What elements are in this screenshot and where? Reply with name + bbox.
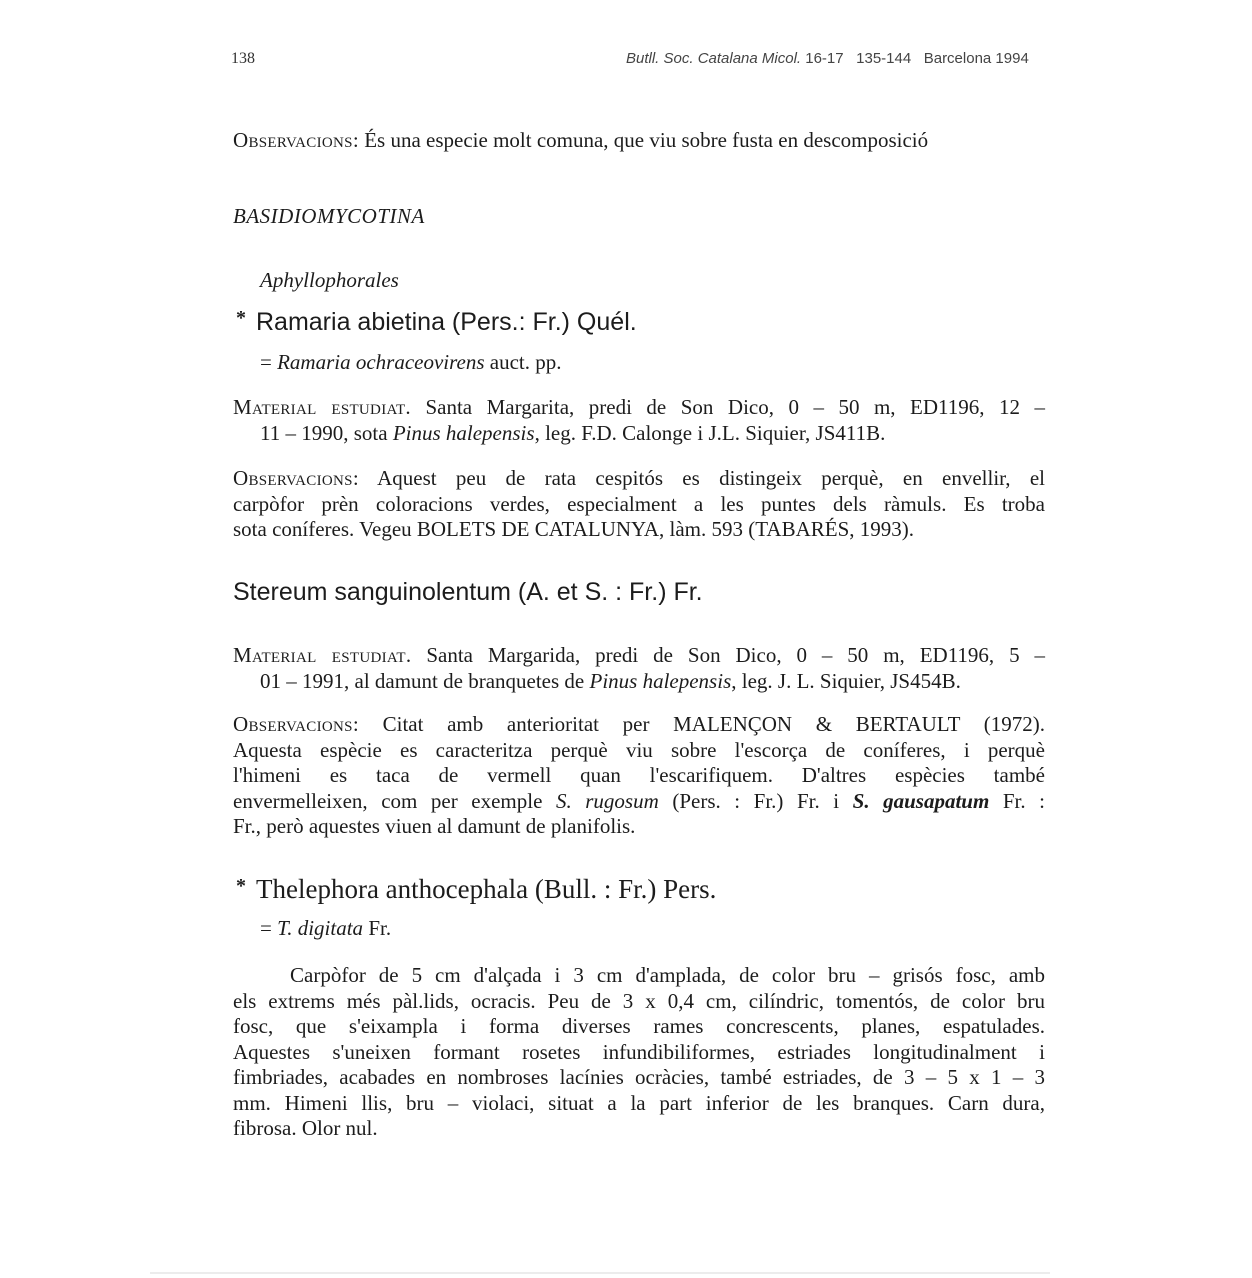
description-paragraph xyxy=(233,963,1045,1142)
observation-paragraph xyxy=(233,466,1045,543)
taxon-heading-ramaria xyxy=(236,307,637,337)
species-name: S. gausapatum xyxy=(852,788,990,813)
material-label: Material estudiat. xyxy=(233,643,412,667)
material-line xyxy=(233,421,1045,447)
taxon-name: Thelephora anthocephala (Bull. : Fr.) Pers. xyxy=(256,874,717,904)
material-line xyxy=(233,669,1045,695)
material-text: Santa Margarida, predi de Son Dico, 0 – 50 m, ED1196, 5 – xyxy=(426,643,1046,667)
observation-text: envermelleixen, com per exemple xyxy=(233,788,543,813)
material-text: , leg. F.D. Calonge i J.L. Siquier, JS411B. xyxy=(534,420,886,445)
description-line: fosc, que s'eixampla i forma diverses rames concrescents, planes, espatulades. xyxy=(233,1014,1045,1038)
observation-label: Observacions: xyxy=(233,128,359,152)
material-text: Santa Margarita, predi de Son Dico, 0 – 50 m, ED1196, 12 – xyxy=(425,395,1045,419)
observation-line xyxy=(233,789,1045,815)
material-text: , leg. J. L. Siquier, JS454B. xyxy=(731,668,961,693)
species-name: Pinus halepensis xyxy=(392,420,535,445)
observation-line xyxy=(233,466,1045,492)
observation-text: Citat amb anterioritat per MALENÇON & BERTAULT (1972). xyxy=(382,712,1046,736)
material-line xyxy=(233,643,1045,669)
species-name: S. rugosum xyxy=(555,788,659,813)
journal-name: Butll. Soc. Catalana Micol. xyxy=(626,50,802,67)
synonym-prefix: = xyxy=(260,916,272,940)
observation-paragraph xyxy=(233,128,928,154)
observation-line: carpòfor prèn coloracions verdes, especialment a les puntes dels ràmuls. Es troba xyxy=(233,491,1045,516)
synonym-name: Ramaria ochraceovirens xyxy=(277,350,485,374)
observation-text: Aquest peu de rata cespitós es distingeix perquè, en envellir, el xyxy=(377,466,1045,490)
observation-label: Observacions: xyxy=(233,466,359,490)
description-line: mm. Himeni llis, bru – violaci, situat a la part inferior de les branques. Carn dura, xyxy=(233,1090,1045,1115)
order-heading: Aphyllophorales xyxy=(260,268,399,292)
synonym-name: T. digitata xyxy=(277,916,364,940)
scan-edge-line xyxy=(150,1272,1050,1274)
synonym-prefix: = xyxy=(260,350,272,374)
observation-text: És una especie molt comuna, que viu sobre fusta en descomposició xyxy=(364,128,929,152)
material-paragraph xyxy=(233,643,1045,694)
taxon-name: Ramaria abietina (Pers.: Fr.) Quél. xyxy=(256,308,637,336)
observation-line: sota coníferes. Vegeu BOLETS DE CATALUNYA, làm. 593 (TABARÉS, 1993). xyxy=(233,517,915,541)
material-text: 01 – 1991, al damunt de branquetes de xyxy=(260,668,585,693)
observation-line xyxy=(233,712,1045,738)
journal-place-year: Barcelona 1994 xyxy=(923,50,1029,67)
division-heading: BASIDIOMYCOTINA xyxy=(233,204,425,228)
description-line: Carpòfor de 5 cm d'alçada i 3 cm d'amplada, de color bru – grisós fosc, amb xyxy=(290,963,1045,987)
material-line xyxy=(233,395,1045,421)
observation-label: Observacions: xyxy=(233,712,359,736)
observation-text: Fr. : xyxy=(1002,788,1045,813)
synonym-suffix: auct. pp. xyxy=(489,350,562,374)
material-text: 11 – 1990, sota xyxy=(260,420,388,445)
synonym-line xyxy=(260,916,391,942)
journal-pages: 135-144 xyxy=(856,50,912,67)
page-number: 138 xyxy=(231,50,255,67)
observation-paragraph xyxy=(233,712,1045,840)
journal-volume: 16-17 xyxy=(805,50,844,67)
taxon-heading-thelephora xyxy=(236,874,716,905)
taxon-heading-stereum: Stereum sanguinolentum (A. et S. : Fr.) Fr. xyxy=(233,578,703,606)
observation-line: Fr., però aquestes viuen al damunt de planifolis. xyxy=(233,814,636,838)
asterisk-marker: * xyxy=(236,307,246,329)
material-label: Material estudiat. xyxy=(233,395,411,419)
species-name: Pinus halepensis xyxy=(589,668,732,693)
description-line: els extrems més pàl.lids, ocracis. Peu de 3 x 0,4 cm, cilíndric, tomentós, de color bru xyxy=(233,988,1045,1013)
description-line: fibrosa. Olor nul. xyxy=(233,1116,378,1140)
synonym-line xyxy=(260,350,562,376)
material-paragraph xyxy=(233,395,1045,446)
synonym-suffix: Fr. xyxy=(368,916,392,940)
journal-citation xyxy=(626,50,1029,67)
observation-text: (Pers. : Fr.) Fr. i xyxy=(672,788,840,813)
asterisk-marker: * xyxy=(236,875,246,897)
observation-line: l'himeni es taca de vermell quan l'escarifiquem. D'altres espècies també xyxy=(233,763,1045,787)
description-line: Aquestes s'uneixen formant rosetes infundibiliformes, estriades longitudinalment i xyxy=(233,1039,1045,1064)
description-line: fimbriades, acabades en nombroses lacínies ocràcies, també estriades, de 3 – 5 x 1 – 3 xyxy=(233,1065,1045,1089)
observation-line: Aquesta espècie es caracteritza perquè viu sobre l'escorça de coníferes, i perquè xyxy=(233,737,1045,762)
